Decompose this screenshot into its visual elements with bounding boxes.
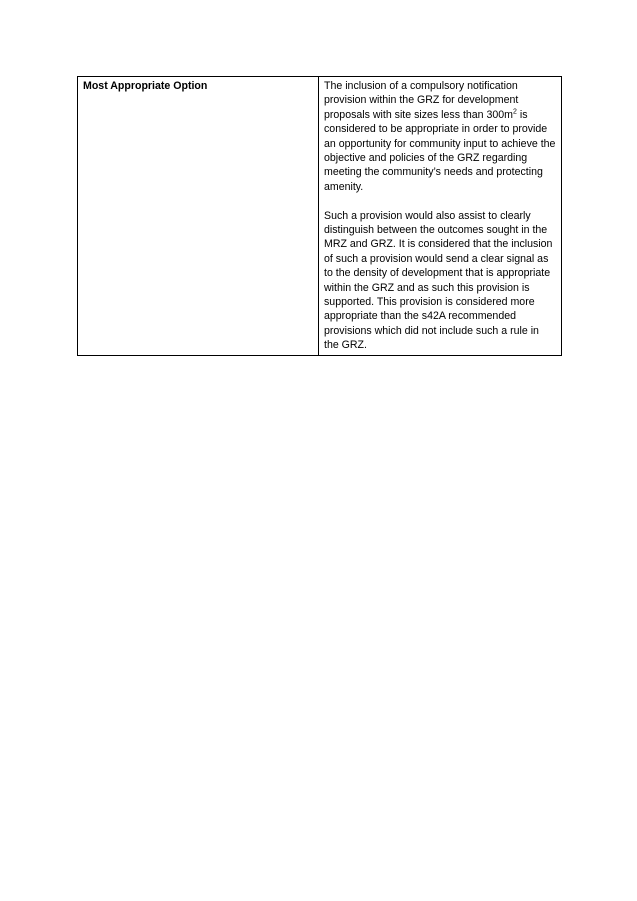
row-label-cell bbox=[78, 77, 319, 356]
row-label: Most Appropriate Option bbox=[83, 80, 208, 92]
paragraph-2: Such a provision would also assist to clearly distinguish between the outcomes sought in the MRZ and GRZ. It is considered that the inclusion of such a provision would send a clear signal as to the density of development that is appropriate within the GRZ and as such this provision is supported. This provision is considered more appropriate than the s42A recommended provisions which did not include such a rule in the GRZ. bbox=[324, 209, 553, 352]
paragraph-1-text-continued: is considered to be appropriate in order to provide an opportunity for community input to achieve the objective and policies of the GRZ regarding meeting the community’s needs and protecting amenity. bbox=[324, 108, 556, 193]
superscript-2: 2 bbox=[513, 108, 517, 116]
paragraph-1-text: The inclusion of a compulsory notification provision within the GRZ for development proposals with site sizes less than 300m bbox=[324, 80, 519, 121]
paragraph-spacer bbox=[324, 194, 556, 208]
evaluation-table bbox=[77, 76, 562, 356]
row-content-cell bbox=[319, 77, 562, 356]
table-row bbox=[78, 77, 562, 356]
paragraph-1 bbox=[324, 79, 556, 194]
